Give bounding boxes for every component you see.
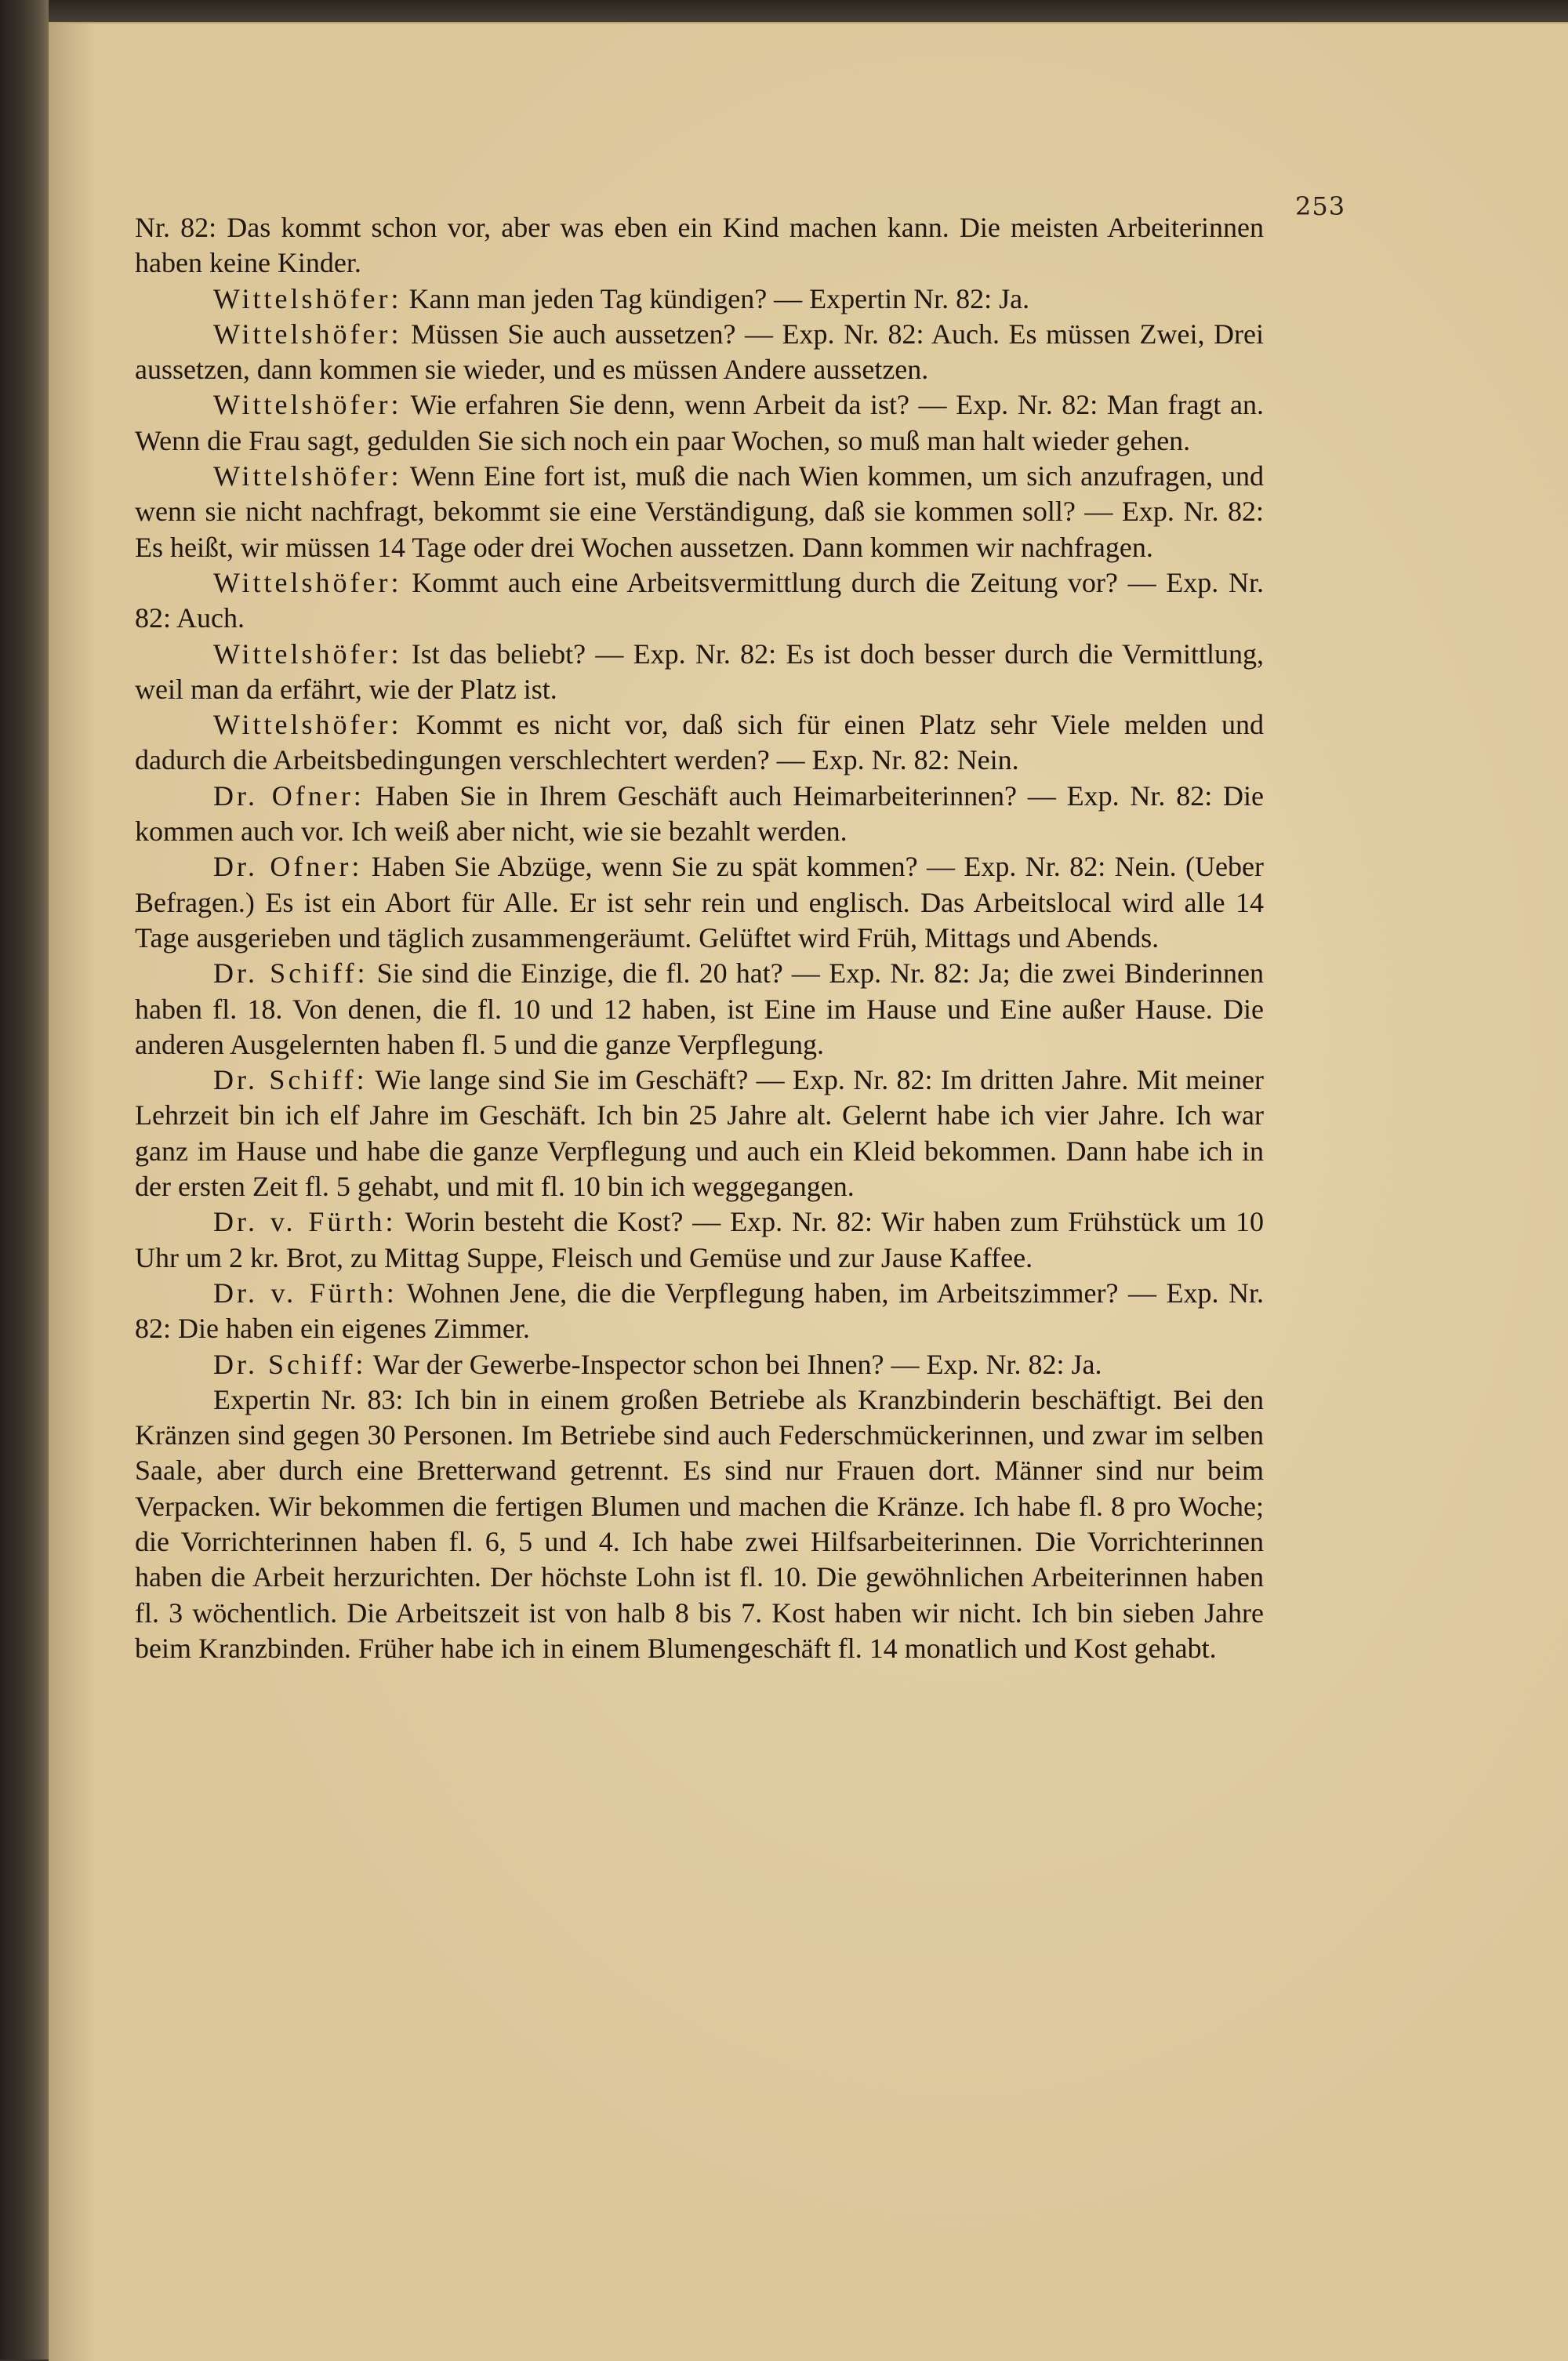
speaker-name: Wittelshöfer: xyxy=(213,637,402,670)
speaker-name: Dr. v. Fürth: xyxy=(213,1277,397,1309)
paragraph-text: War der Gewerbe-Inspector schon bei Ihnen? — Exp. Nr. 82: Ja. xyxy=(366,1348,1102,1380)
speaker-name: Wittelshöfer: xyxy=(213,318,402,350)
book-binding-edge xyxy=(0,0,49,2359)
paragraph xyxy=(135,1204,1264,1276)
speaker-name: Dr. Ofner: xyxy=(213,779,365,812)
body-text xyxy=(135,210,1264,1666)
speaker-name: Wittelshöfer: xyxy=(213,460,402,492)
speaker-name: Dr. Schiff: xyxy=(213,1064,368,1096)
paragraph xyxy=(135,1276,1264,1347)
paragraph xyxy=(135,1062,1264,1204)
paragraph xyxy=(135,779,1264,850)
paragraph-text: Wohnen Jene, die die Verpflegung haben, im Arbeitszimmer? — Exp. Nr. 82: Die haben ein eigenes Zimmer. xyxy=(135,1277,1264,1345)
paragraph-text: Wie lange sind Sie im Geschäft? — Exp. Nr. 82: Im dritten Jahre. Mit meiner Lehrzeit bin ich elf Jahre im Geschäft. Ich bin 25 Jahre alt. Gelernt habe ich vier Jahre. Ich war ganz im Hause und habe die ganze Verpflegung und auch ein Kleid bekommen. Dann habe ich in der ersten Zeit fl. 5 gehabt, und mit fl. 10 bin ich weggegangen. xyxy=(135,1064,1264,1203)
paragraph xyxy=(135,387,1264,459)
speaker-name: Wittelshöfer: xyxy=(213,566,402,598)
paragraph-text: Ist das beliebt? — Exp. Nr. 82: Es ist doch besser durch die Vermittlung, weil man da erfährt, wie der Platz ist. xyxy=(135,637,1264,705)
paragraph xyxy=(135,210,1264,282)
paragraph xyxy=(135,707,1264,779)
speaker-name: Dr. v. Fürth: xyxy=(213,1206,397,1238)
paragraph-text: Kommt es nicht vor, daß sich für einen Platz sehr Viele melden und dadurch die Arbeitsbedingungen verschlechtert werden? — Exp. Nr. 82: Nein. xyxy=(135,709,1264,776)
paragraph-text: Haben Sie in Ihrem Geschäft auch Heimarbeiterinnen? — Exp. Nr. 82: Die kommen auch vor. Ich weiß aber nicht, wie sie bezahlt werden. xyxy=(135,779,1264,848)
paragraph-text: Nr. 82: Das kommt schon vor, aber was eben ein Kind machen kann. Die meisten Arbeiterinnen haben keine Kinder. xyxy=(135,212,1264,279)
paragraph xyxy=(135,565,1264,637)
page-number: 253 xyxy=(1295,191,1346,221)
paragraph xyxy=(135,317,1264,388)
speaker-name: Dr. Schiff: xyxy=(213,1348,367,1380)
speaker-name: Wittelshöfer: xyxy=(213,282,402,314)
paragraph-text: Kann man jeden Tag kündigen? — Expertin Nr. 82: Ja. xyxy=(401,282,1030,314)
paragraph-text: Haben Sie Abzüge, wenn Sie zu spät kommen? — Exp. Nr. 82: Nein. (Ueber Befragen.) Es ist ein Abort für Alle. Er ist sehr rein und englisch. Das Arbeitslocal wird alle 14 Tage ausgerieben und täglich zusammengeräumt. Gelüftet wird Früh, Mittags und Abends. xyxy=(135,851,1264,953)
paragraph xyxy=(135,956,1264,1062)
paragraph xyxy=(135,459,1264,565)
paragraph-text: Müssen Sie auch aussetzen? — Exp. Nr. 82: Auch. Es müssen Zwei, Drei aussetzen, dann kommen sie wieder, und es müssen Andere aussetzen. xyxy=(135,318,1264,386)
paragraph xyxy=(135,1347,1264,1382)
speaker-name: Wittelshöfer: xyxy=(213,389,402,421)
paragraph-text: Worin besteht die Kost? — Exp. Nr. 82: Wir haben zum Frühstück um 10 Uhr um 2 kr. Brot, zu Mittag Suppe, Fleisch und Gemüse und zur Jause Kaffee. xyxy=(135,1206,1264,1273)
speaker-name: Dr. Schiff: xyxy=(213,957,368,990)
paragraph-text: Sie sind die Einzige, die fl. 20 hat? — Exp. Nr. 82: Ja; die zwei Binderinnen haben fl. 18. Von denen, die fl. 10 und 12 haben, ist Eine im Hause und Eine außer Hause. Die anderen Ausgelernten haben fl. 5 und die ganze Verpflegung. xyxy=(135,957,1264,1060)
paragraph xyxy=(135,1382,1264,1666)
speaker-name: Wittelshöfer: xyxy=(213,709,402,741)
paragraph xyxy=(135,637,1264,708)
paragraph-text: Wenn Eine fort ist, muß die nach Wien kommen, um sich anzufragen, und wenn sie nicht nachfragt, bekommt sie eine Verständigung, daß sie kommen soll? — Exp. Nr. 82: Es heißt, wir müssen 14 Tage oder drei Wochen aussetzen. Dann kommen wir nachfragen. xyxy=(135,460,1264,563)
paragraph-text: Kommt auch eine Arbeitsvermittlung durch die Zeitung vor? — Exp. Nr. 82: Auch. xyxy=(135,566,1264,634)
speaker-name: Dr. Ofner: xyxy=(213,851,363,883)
paragraph xyxy=(135,849,1264,956)
paragraph-text: Wie erfahren Sie denn, wenn Arbeit da ist? — Exp. Nr. 82: Man fragt an. Wenn die Frau sagt, gedulden Sie sich noch ein paar Wochen, so muß man halt wieder gehen. xyxy=(135,389,1264,456)
paragraph xyxy=(135,282,1264,317)
paragraph-text: Expertin Nr. 83: Ich bin in einem großen Betriebe als Kranzbinderin beschäftigt. Bei den Kränzen sind gegen 30 Personen. Im Betriebe sind auch Federschmückerinnen, und zwar im selben Saale, aber durch eine Bretterwand getrennt. Es sind nur Frauen dort. Männer sind nur beim Verpacken. Wir bekommen die fertigen Blumen und machen die Kränze. Ich habe fl. 8 pro Woche; die Vorrichterinnen haben fl. 6, 5 und 4. Ich habe zwei Hilfsarbeiterinnen. Die Vorrichterinnen haben die Arbeit herzurichten. Der höchste Lohn ist fl. 10. Die gewöhnlichen Arbeiterinnen haben fl. 3 wöchentlich. Die Arbeitszeit ist von halb 8 bis 7. Kost haben wir nicht. Ich bin sieben Jahre beim Kranzbinden. Früher habe ich in einem Blumengeschäft fl. 14 monatlich und Kost gehabt. xyxy=(135,1383,1264,1664)
